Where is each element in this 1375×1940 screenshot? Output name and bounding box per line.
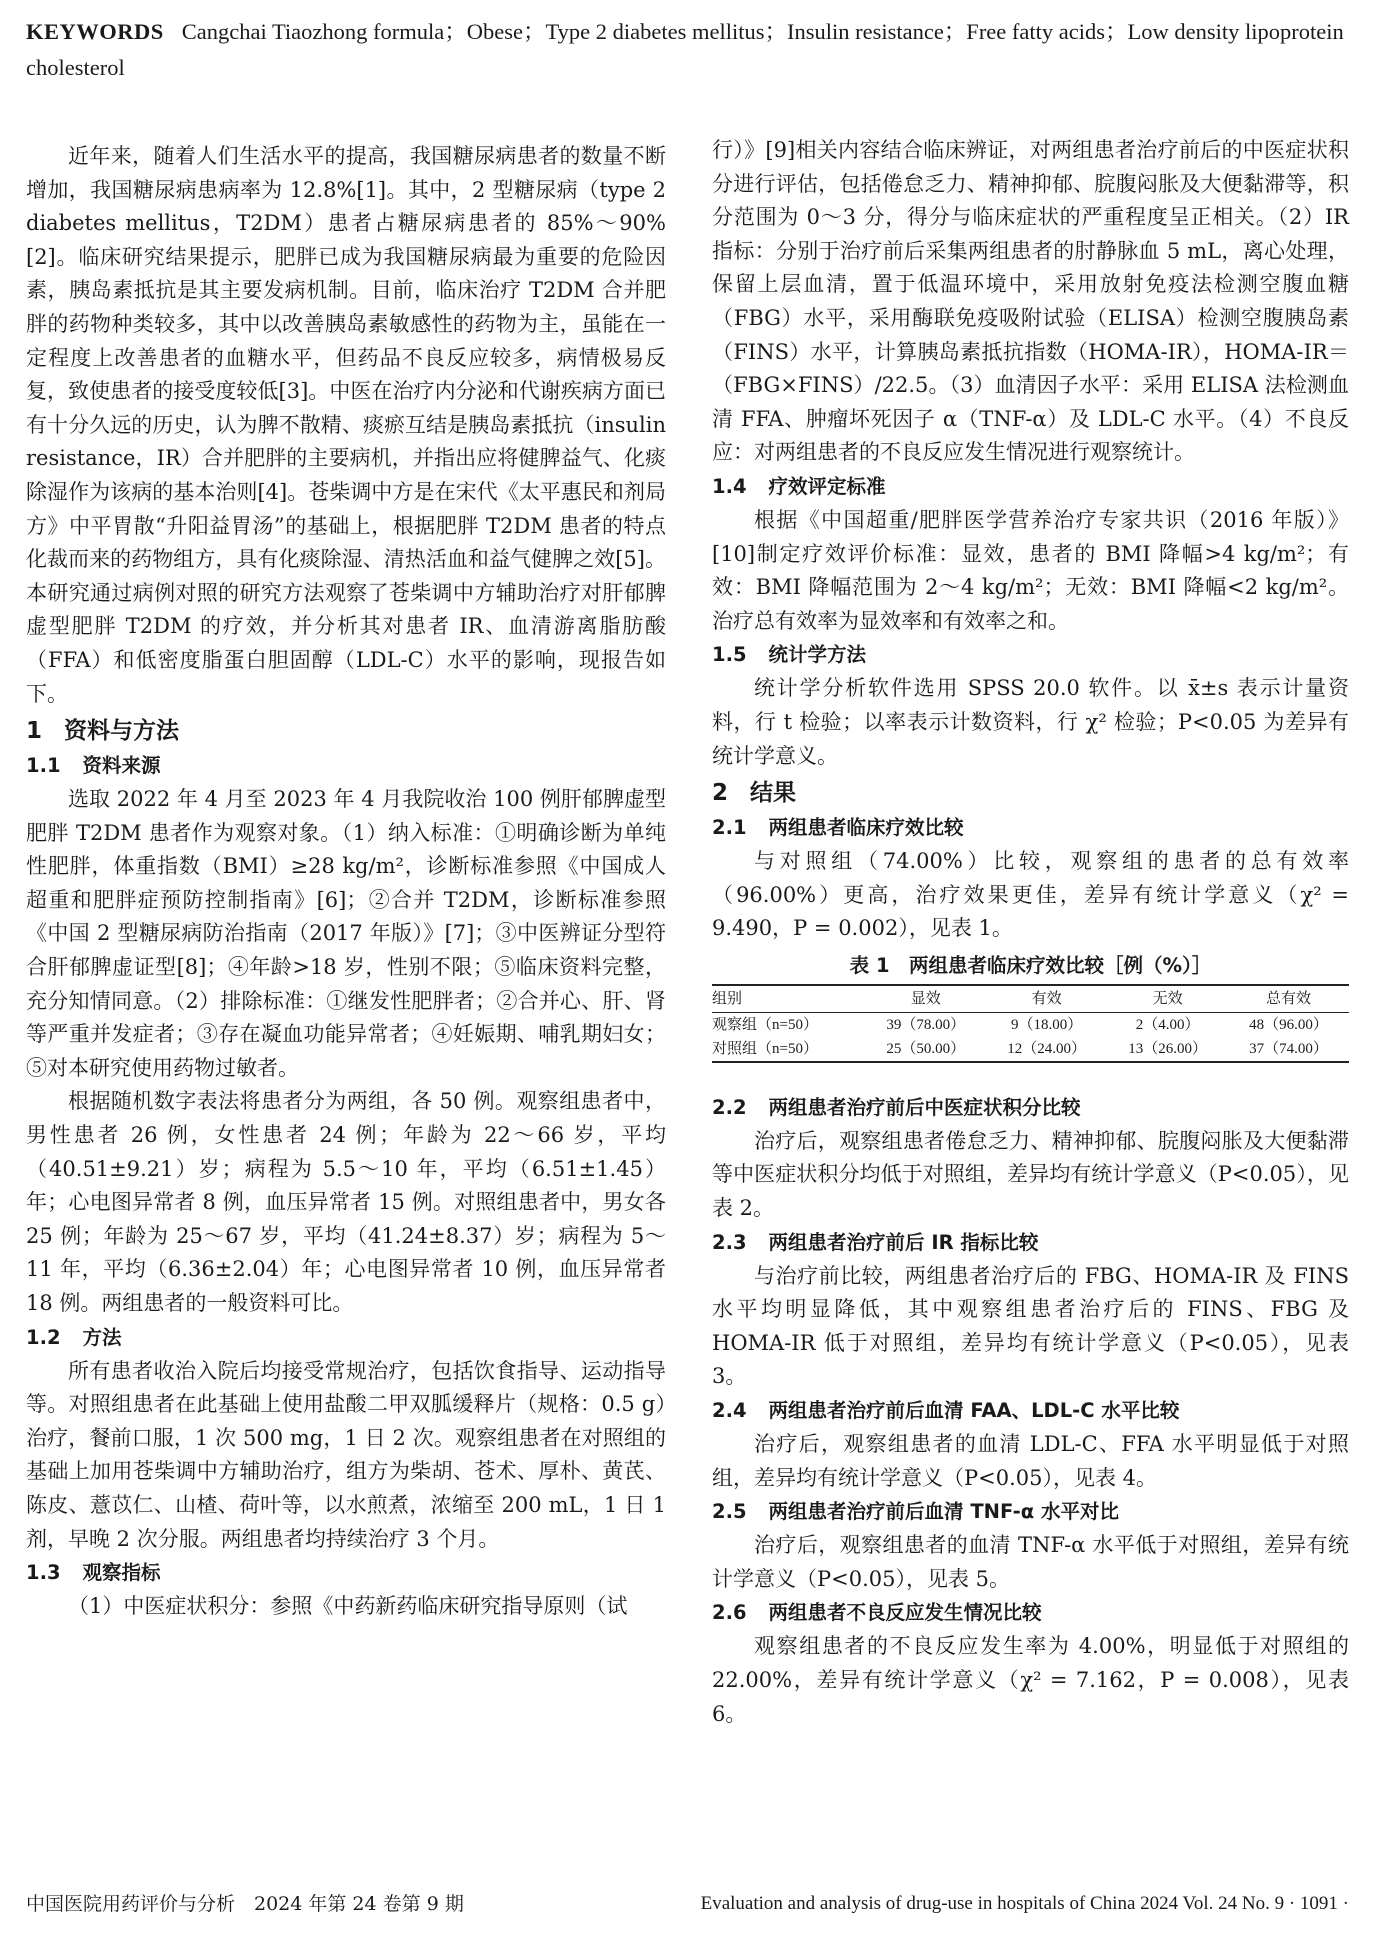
keywords-text: Cangchai Tiaozhong formula；Obese；Type 2 diabetes mellitus；Insulin resistance；Free fatty acids；Low density lipoprotein cholesterol bbox=[26, 19, 1344, 80]
table-cell: 2（4.00） bbox=[1135, 1016, 1200, 1033]
subsection-1-3-heading bbox=[26, 1556, 666, 1590]
subsection-title: 方法 bbox=[82, 1325, 122, 1349]
table-cell: 13（26.00） bbox=[1128, 1040, 1207, 1057]
subsection-2-1-heading bbox=[712, 811, 1349, 845]
subsection-title: 两组患者治疗前后血清 TNF-α 水平对比 bbox=[768, 1500, 1119, 1524]
paragraph-2-2: 治疗后，观察组患者倦怠乏力、精神抑郁、脘腹闷胀及大便黏滞等中医症状积分均低于对照组，差异均有统计学意义（P<0.05），见表 2。 bbox=[712, 1128, 1349, 1221]
table-cell: 25（50.00） bbox=[886, 1040, 966, 1057]
table-row bbox=[712, 1012, 1349, 1037]
paragraph-1-4: 根据《中国超重/肥胖医学营养治疗专家共识（2016 年版）》[10]制定疗效评价标准：显效，患者的 BMI 降幅>4 kg/m²；有效：BMI 降幅范围为 2～4 kg/m²；无效：BMI 降幅<2 kg/m²。治疗总有效率为显效率和有效率之和。 bbox=[712, 507, 1349, 633]
subsection-1-5-heading bbox=[712, 638, 1349, 672]
subsection-title: 观察指标 bbox=[82, 1561, 161, 1585]
subsection-title: 资料来源 bbox=[82, 754, 161, 778]
section-title: 结果 bbox=[750, 780, 797, 807]
paragraph-1-3: （1）中医症状积分：参照《中药新药临床研究指导原则（试 bbox=[68, 1594, 628, 1619]
subsection-2-2-heading bbox=[712, 1091, 1349, 1125]
subsection-number: 2.1 bbox=[712, 816, 747, 840]
section-title: 资料与方法 bbox=[64, 718, 180, 745]
paragraph-2-1: 与对照组（74.00%）比较，观察组的患者的总有效率（96.00%）更高，治疗效果更佳，差异有统计学意义（χ² = 9.490，P = 0.002），见表 1。 bbox=[712, 849, 1349, 941]
subsection-number: 1.3 bbox=[26, 1561, 61, 1585]
subsection-number: 1.5 bbox=[712, 643, 747, 667]
table-cell: 9（18.00） bbox=[1011, 1016, 1083, 1033]
subsection-title: 两组患者治疗前后中医症状积分比较 bbox=[768, 1095, 1081, 1119]
subsection-2-4-heading bbox=[712, 1394, 1349, 1428]
subsection-number: 2.6 bbox=[712, 1601, 747, 1625]
paragraph-2-6: 观察组患者的不良反应发生率为 4.00%，明显低于对照组的 22.00%，差异有统计学意义（χ² = 7.162，P = 0.008），见表 6。 bbox=[712, 1634, 1349, 1726]
table-1 bbox=[712, 984, 1349, 1063]
section-1-heading bbox=[26, 713, 666, 749]
paragraph-1-3-continued: 行）》[9]相关内容结合临床辨证，对两组患者治疗前后的中医症状积分进行评估，包括倦怠乏力、精神抑郁、脘腹闷胀及大便黏滞等，积分范围为 0～3 分，得分与临床症状的严重程度呈正相关。（2）IR 指标：分别于治疗前后采集两组患者的肘静脉血 5 mL，离心处理，保留上层血清，置于低温环境中，采用放射免疫法检测空腹血糖（FBG）水平，采用酶联免疫吸附试验（ELISA）检测空腹胰岛素（FINS）水平，计算胰岛素抵抗指数（HOMA-IR），HOMA-IR＝（FBG×FINS）/22.5。（3）血清因子水平：采用 ELISA 法检测血清 FFA、肿瘤坏死因子 α（TNF-α）及 LDL-C 水平。（4）不良反应：对两组患者的不良反应发生情况进行观察统计。 bbox=[712, 138, 1349, 465]
subsection-number: 1.1 bbox=[26, 754, 61, 778]
table-header-cell: 有效 bbox=[986, 985, 1107, 1013]
subsection-number: 1.4 bbox=[712, 474, 747, 498]
table-cell: 37（74.00） bbox=[1249, 1040, 1328, 1057]
table-header-cell: 无效 bbox=[1107, 985, 1228, 1013]
subsection-number: 1.2 bbox=[26, 1325, 61, 1349]
paragraph-1-1a: 选取 2022 年 4 月至 2023 年 4 月我院收治 100 例肝郁脾虚型肥胖 T2DM 患者作为观察对象。（1）纳入标准：①明确诊断为单纯性肥胖，体重指数（BMI）≥28 kg/m²，诊断标准参照《中国成人超重和肥胖症预防控制指南》[6]；②合并 T2DM，诊断标准参照《中国 2 型糖尿病防治指南（2017 年版）》[7]；③中医辨证分型符合肝郁脾虚证型[8]；④年龄>18 岁，性别不限；⑤临床资料完整，充分知情同意。（2）排除标准：①继发性肥胖者；②合并心、肝、肾等严重并发症者；③存在凝血功能异常者；④妊娠期、哺乳期妇女；⑤对本研究使用药物过敏者。 bbox=[26, 787, 666, 1080]
subsection-title: 疗效评定标准 bbox=[768, 474, 886, 498]
subsection-title: 两组患者不良反应发生情况比较 bbox=[768, 1601, 1042, 1625]
subsection-title: 统计学方法 bbox=[768, 643, 867, 667]
table-cell: 12（24.00） bbox=[1007, 1040, 1087, 1057]
section-number: 1 bbox=[26, 718, 43, 745]
right-column bbox=[712, 134, 1349, 1731]
footer-journal-cn: 中国医院用药评价与分析 2024 年第 24 卷第 9 期 bbox=[26, 1893, 464, 1915]
paragraph-1-5: 统计学分析软件选用 SPSS 20.0 软件。以 x̄±s 表示计量资料，行 t 检验；以率表示计数资料，行 χ² 检验；P<0.05 为差异有统计学意义。 bbox=[712, 676, 1349, 768]
keywords-label: KEYWORDS bbox=[26, 19, 164, 44]
table-header-cell: 总有效 bbox=[1228, 985, 1349, 1013]
subsection-number: 2.2 bbox=[712, 1095, 747, 1119]
table-1-title: 表 1 两组患者临床疗效比较［例（%）］ bbox=[849, 953, 1212, 977]
left-column bbox=[26, 140, 666, 1624]
subsection-2-5-heading bbox=[712, 1495, 1349, 1529]
paragraph-2-4: 治疗后，观察组患者的血清 LDL-C、FFA 水平明显低于对照组，差异均有统计学意义（P<0.05），见表 4。 bbox=[712, 1432, 1349, 1490]
subsection-1-1-heading bbox=[26, 749, 666, 783]
section-number: 2 bbox=[712, 780, 729, 807]
table-cell: 48（96.00） bbox=[1249, 1016, 1328, 1033]
table-header-row bbox=[712, 985, 1349, 1013]
table-row bbox=[712, 1037, 1349, 1062]
table-cell: 39（78.00） bbox=[886, 1016, 966, 1033]
section-2-heading bbox=[712, 775, 1349, 811]
subsection-1-2-heading bbox=[26, 1321, 666, 1355]
paragraph-1-1b: 根据随机数字表法将患者分为两组，各 50 例。观察组患者中，男性患者 26 例，女性患者 24 例；年龄为 22～66 岁，平均（40.51±9.21）岁；病程为 5.5～10 年，平均（6.51±1.45）年；心电图异常者 8 例，血压异常者 15 例。对照组患者中，男女各 25 例；年龄为 25～67 岁，平均（41.24±8.37）岁；病程为 5～11 年，平均（6.36±2.04）年；心电图异常者 10 例，血压异常者 18 例。两组患者的一般资料可比。 bbox=[26, 1089, 666, 1315]
paragraph-2-5: 治疗后，观察组患者的血清 TNF-α 水平低于对照组，差异有统计学意义（P<0.05），见表 5。 bbox=[712, 1533, 1349, 1591]
table-header-cell: 显效 bbox=[865, 985, 986, 1013]
subsection-title: 两组患者临床疗效比较 bbox=[768, 816, 964, 840]
subsection-title: 两组患者治疗前后 IR 指标比较 bbox=[768, 1230, 1039, 1254]
keywords-block bbox=[26, 14, 1351, 86]
intro-paragraph: 近年来，随着人们生活水平的提高，我国糖尿病患者的数量不断增加，我国糖尿病患病率为 12.8%[1]。其中，2 型糖尿病（type 2 diabetes mellitus，T2DM）患者占糖尿病患者的 85%～90%[2]。临床研究结果提示，肥胖已成为我国糖尿病最为重要的危险因素，胰岛素抵抗是其主要发病机制。目前，临床治疗 T2DM 合并肥胖的药物种类较多，其中以改善胰岛素敏感性的药物为主，虽能在一定程度上改善患者的血糖水平，但药品不良反应较多，病情极易反复，致使患者的接受度较低[3]。中医在治疗内分泌和代谢疾病方面已有十分久远的历史，认为脾不散精、痰瘀互结是胰岛素抵抗（insulin resistance，IR）合并肥胖的主要病机，并指出应将健脾益气、化痰除湿作为该病的基本治则[4]。苍柴调中方是在宋代《太平惠民和剂局方》中平胃散“升阳益胃汤”的基础上，根据肥胖 T2DM 患者的特点化裁而来的药物组方，具有化痰除湿、清热活血和益气健脾之效[5]。本研究通过病例对照的研究方法观察了苍柴调中方辅助治疗对肝郁脾虚型肥胖 T2DM 的疗效，并分析其对患者 IR、血清游离脂肪酸（FFA）和低密度脂蛋白胆固醇（LDL-C）水平的影响，现报告如下。 bbox=[26, 144, 666, 706]
subsection-1-4-heading bbox=[712, 470, 1349, 504]
footer-journal-en: Evaluation and analysis of drug-use in hospitals of China 2024 Vol. 24 No. 9 · 1091 · bbox=[700, 1893, 1349, 1914]
table-header-cell: 组别 bbox=[712, 985, 865, 1013]
subsection-title: 两组患者治疗前后血清 FAA、LDL-C 水平比较 bbox=[768, 1399, 1180, 1423]
subsection-number: 2.4 bbox=[712, 1399, 747, 1423]
table-cell: 对照组（n=50） bbox=[712, 1040, 818, 1057]
table-cell: 观察组（n=50） bbox=[712, 1016, 818, 1033]
paragraph-2-3: 与治疗前比较，两组患者治疗后的 FBG、HOMA-IR 及 FINS 水平均明显降低，其中观察组患者治疗后的 FINS、FBG 及 HOMA-IR 低于对照组，差异均有统计学意义（P<0.05），见表 3。 bbox=[712, 1263, 1349, 1389]
subsection-2-3-heading bbox=[712, 1226, 1349, 1260]
subsection-number: 2.3 bbox=[712, 1230, 747, 1254]
paragraph-1-2: 所有患者收治入院后均接受常规治疗，包括饮食指导、运动指导等。对照组患者在此基础上使用盐酸二甲双胍缓释片（规格：0.5 g）治疗，餐前口服，1 次 500 mg，1 日 2 次。观察组患者在对照组的基础上加用苍柴调中方辅助治疗，组方为柴胡、苍术、厚朴、黄芪、陈皮、薏苡仁、山楂、荷叶等，以水煎煮，浓缩至 200 mL，1 日 1 剂，早晚 2 次分服。两组患者均持续治疗 3 个月。 bbox=[26, 1358, 666, 1551]
subsection-number: 2.5 bbox=[712, 1500, 747, 1524]
subsection-2-6-heading bbox=[712, 1596, 1349, 1630]
